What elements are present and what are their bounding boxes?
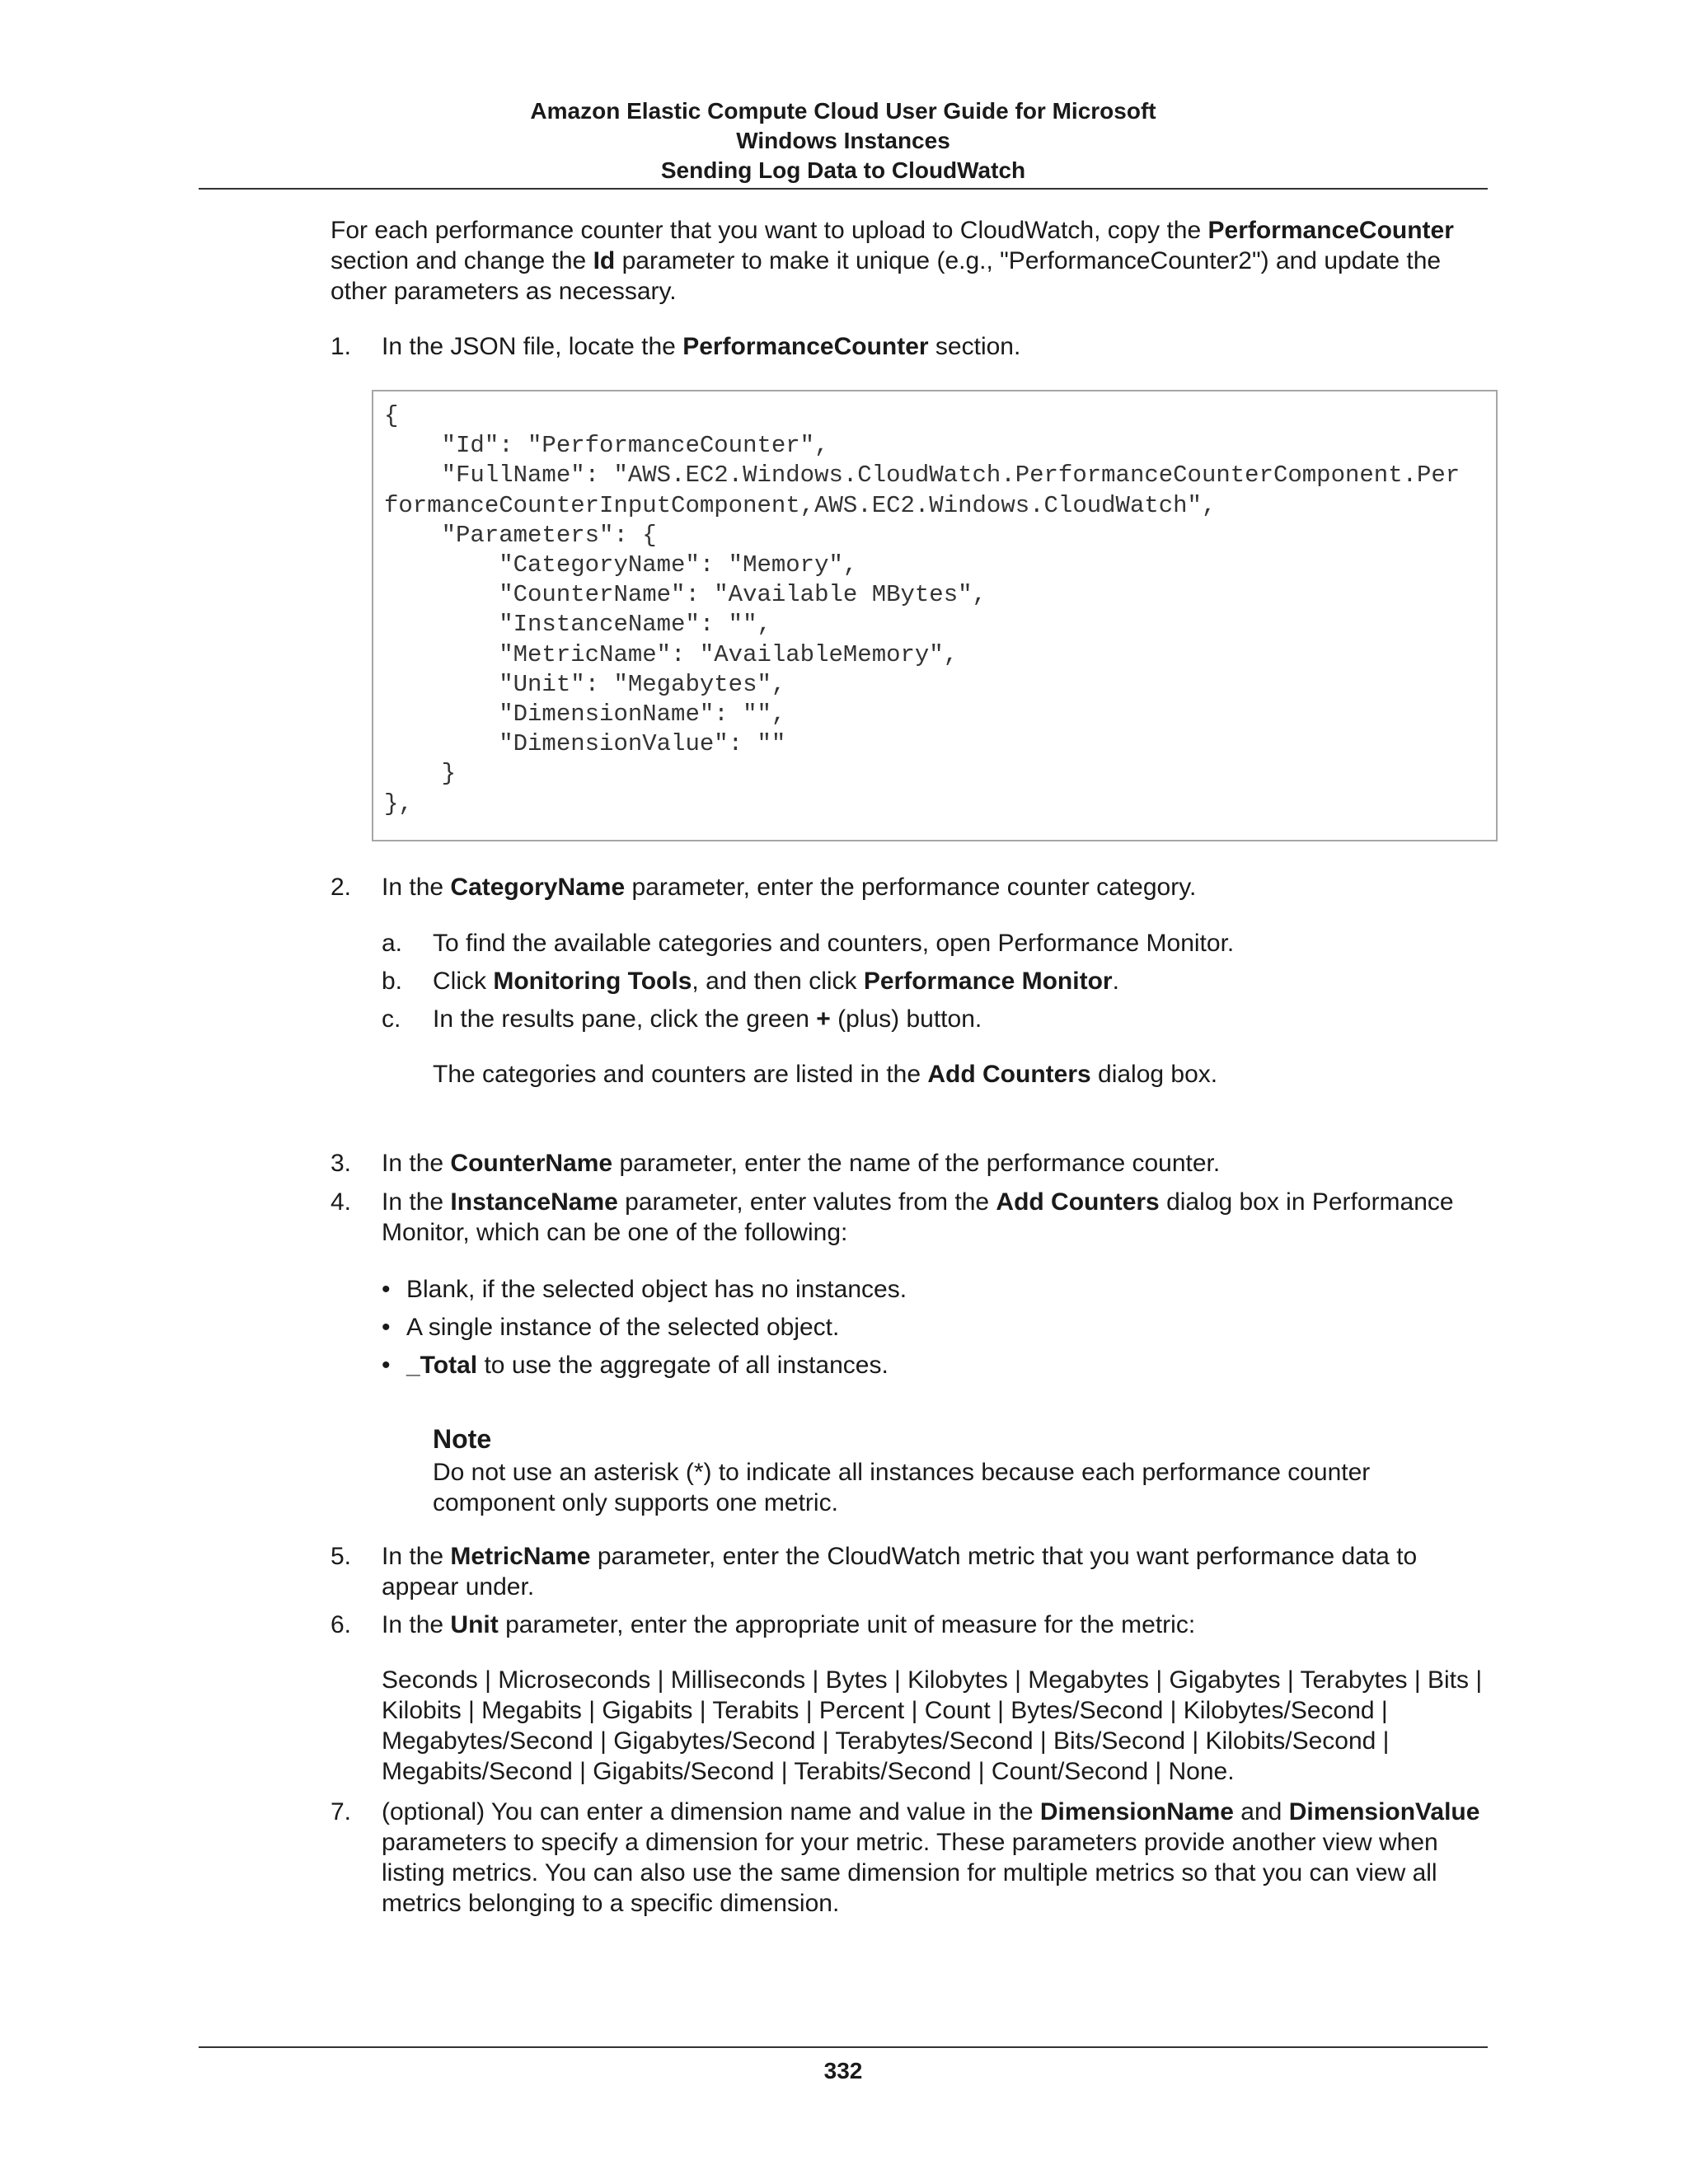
step-4-number: 4. xyxy=(331,1188,352,1216)
footer-rule xyxy=(199,2046,1488,2048)
unit-values-list: Seconds | Microseconds | Milliseconds | Bytes | Kilobytes | Megabytes | Gigabytes | Terabytes | Bits | Kilobits | Megabits | Gigabits | Terabits | Percent | Count | Bytes/Second | Kilobytes/Second | Megabytes/Second | Gigabytes/Second | Terabytes/Second | Bits/Second | Kilobits/Second | Megabits/Second | Gigabits/Second | Terabits/Second | Count/Second | None. xyxy=(382,1666,1483,1785)
json-code-block xyxy=(372,390,1498,841)
step-1-text: In the JSON file, locate the PerformanceCounter section. xyxy=(382,333,1021,360)
step-3-number: 3. xyxy=(331,1150,352,1177)
step-2-number: 2. xyxy=(331,874,352,901)
step-1-number: 1. xyxy=(331,333,352,360)
step-5-text: In the MetricName parameter, enter the CloudWatch metric that you want performance data to appear under. xyxy=(382,1543,1418,1601)
substep-b-text: Click Monitoring Tools, and then click Performance Monitor. xyxy=(433,968,1119,995)
intro-paragraph: For each performance counter that you want to upload to CloudWatch, copy the PerformanceCounter section and change the Id parameter to make it unique (e.g., "PerformanceCounter2") and update the other parameters as necessary. xyxy=(331,217,1454,305)
step-2-text: In the CategoryName parameter, enter the performance counter category. xyxy=(382,874,1197,901)
note-text: Do not use an asterisk (*) to indicate all instances because each performance counter component only supports one metric. xyxy=(433,1459,1371,1516)
header-rule xyxy=(199,188,1488,190)
page-number: 332 xyxy=(823,2058,863,2083)
step-4-text: In the InstanceName parameter, enter valutes from the Add Counters dialog box in Performance Monitor, which can be one of the following: xyxy=(382,1188,1454,1246)
substep-a-text: To find the available categories and counters, open Performance Monitor. xyxy=(433,930,1235,957)
json-code: { "Id": "PerformanceCounter", "FullName": "AWS.EC2.Windows.CloudWatch.PerformanceCounterComponent.Per formanceCounterInputComponent,AWS.EC2.Windows.CloudWatch", "Parameters": { "CategoryName": "Memory", "CounterName": "Available MBytes", "InstanceName": "", "MetricName": "AvailableMemory", "Unit": "Megabytes", "DimensionName": "", "DimensionValue": "" } }, xyxy=(384,402,1461,818)
bullet-item-single-instance: A single instance of the selected object. xyxy=(406,1314,840,1341)
bullet-item-total: _Total to use the aggregate of all instances. xyxy=(406,1352,889,1379)
header-section-title: Sending Log Data to CloudWatch xyxy=(660,157,1026,183)
step-6-text: In the Unit parameter, enter the appropriate unit of measure for the metric: xyxy=(382,1611,1196,1638)
step-6-number: 6. xyxy=(331,1611,352,1638)
bullet-item-blank: Blank, if the selected object has no instances. xyxy=(406,1276,907,1303)
bullet-marker: • xyxy=(382,1352,391,1379)
step-3-text: In the CounterName parameter, enter the name of the performance counter. xyxy=(382,1150,1221,1177)
bullet-marker: • xyxy=(382,1276,391,1303)
step-7-number: 7. xyxy=(331,1798,352,1825)
note-title: Note xyxy=(433,1424,492,1454)
substep-c-text: In the results pane, click the green + (plus) button. xyxy=(433,1005,982,1033)
substep-c-result: The categories and counters are listed in the Add Counters dialog box. xyxy=(433,1061,1218,1088)
step-5-number: 5. xyxy=(331,1543,352,1570)
substep-a-label: a. xyxy=(382,930,403,957)
header-guide-title: Amazon Elastic Compute Cloud User Guide for Microsoft xyxy=(530,98,1156,124)
running-header xyxy=(199,96,1488,185)
substep-b-label: b. xyxy=(382,968,403,995)
header-guide-subtitle: Windows Instances xyxy=(736,128,950,153)
bullet-marker: • xyxy=(382,1314,391,1341)
substep-c-label: c. xyxy=(382,1005,401,1033)
step-7-text: (optional) You can enter a dimension name and value in the DimensionName and DimensionValue parameters to specify a dimension for your metric. These parameters provide another view when listing metrics. You can also use the same dimension for multiple metrics so that you can view all metrics belonging to a specific dimension. xyxy=(382,1798,1480,1917)
